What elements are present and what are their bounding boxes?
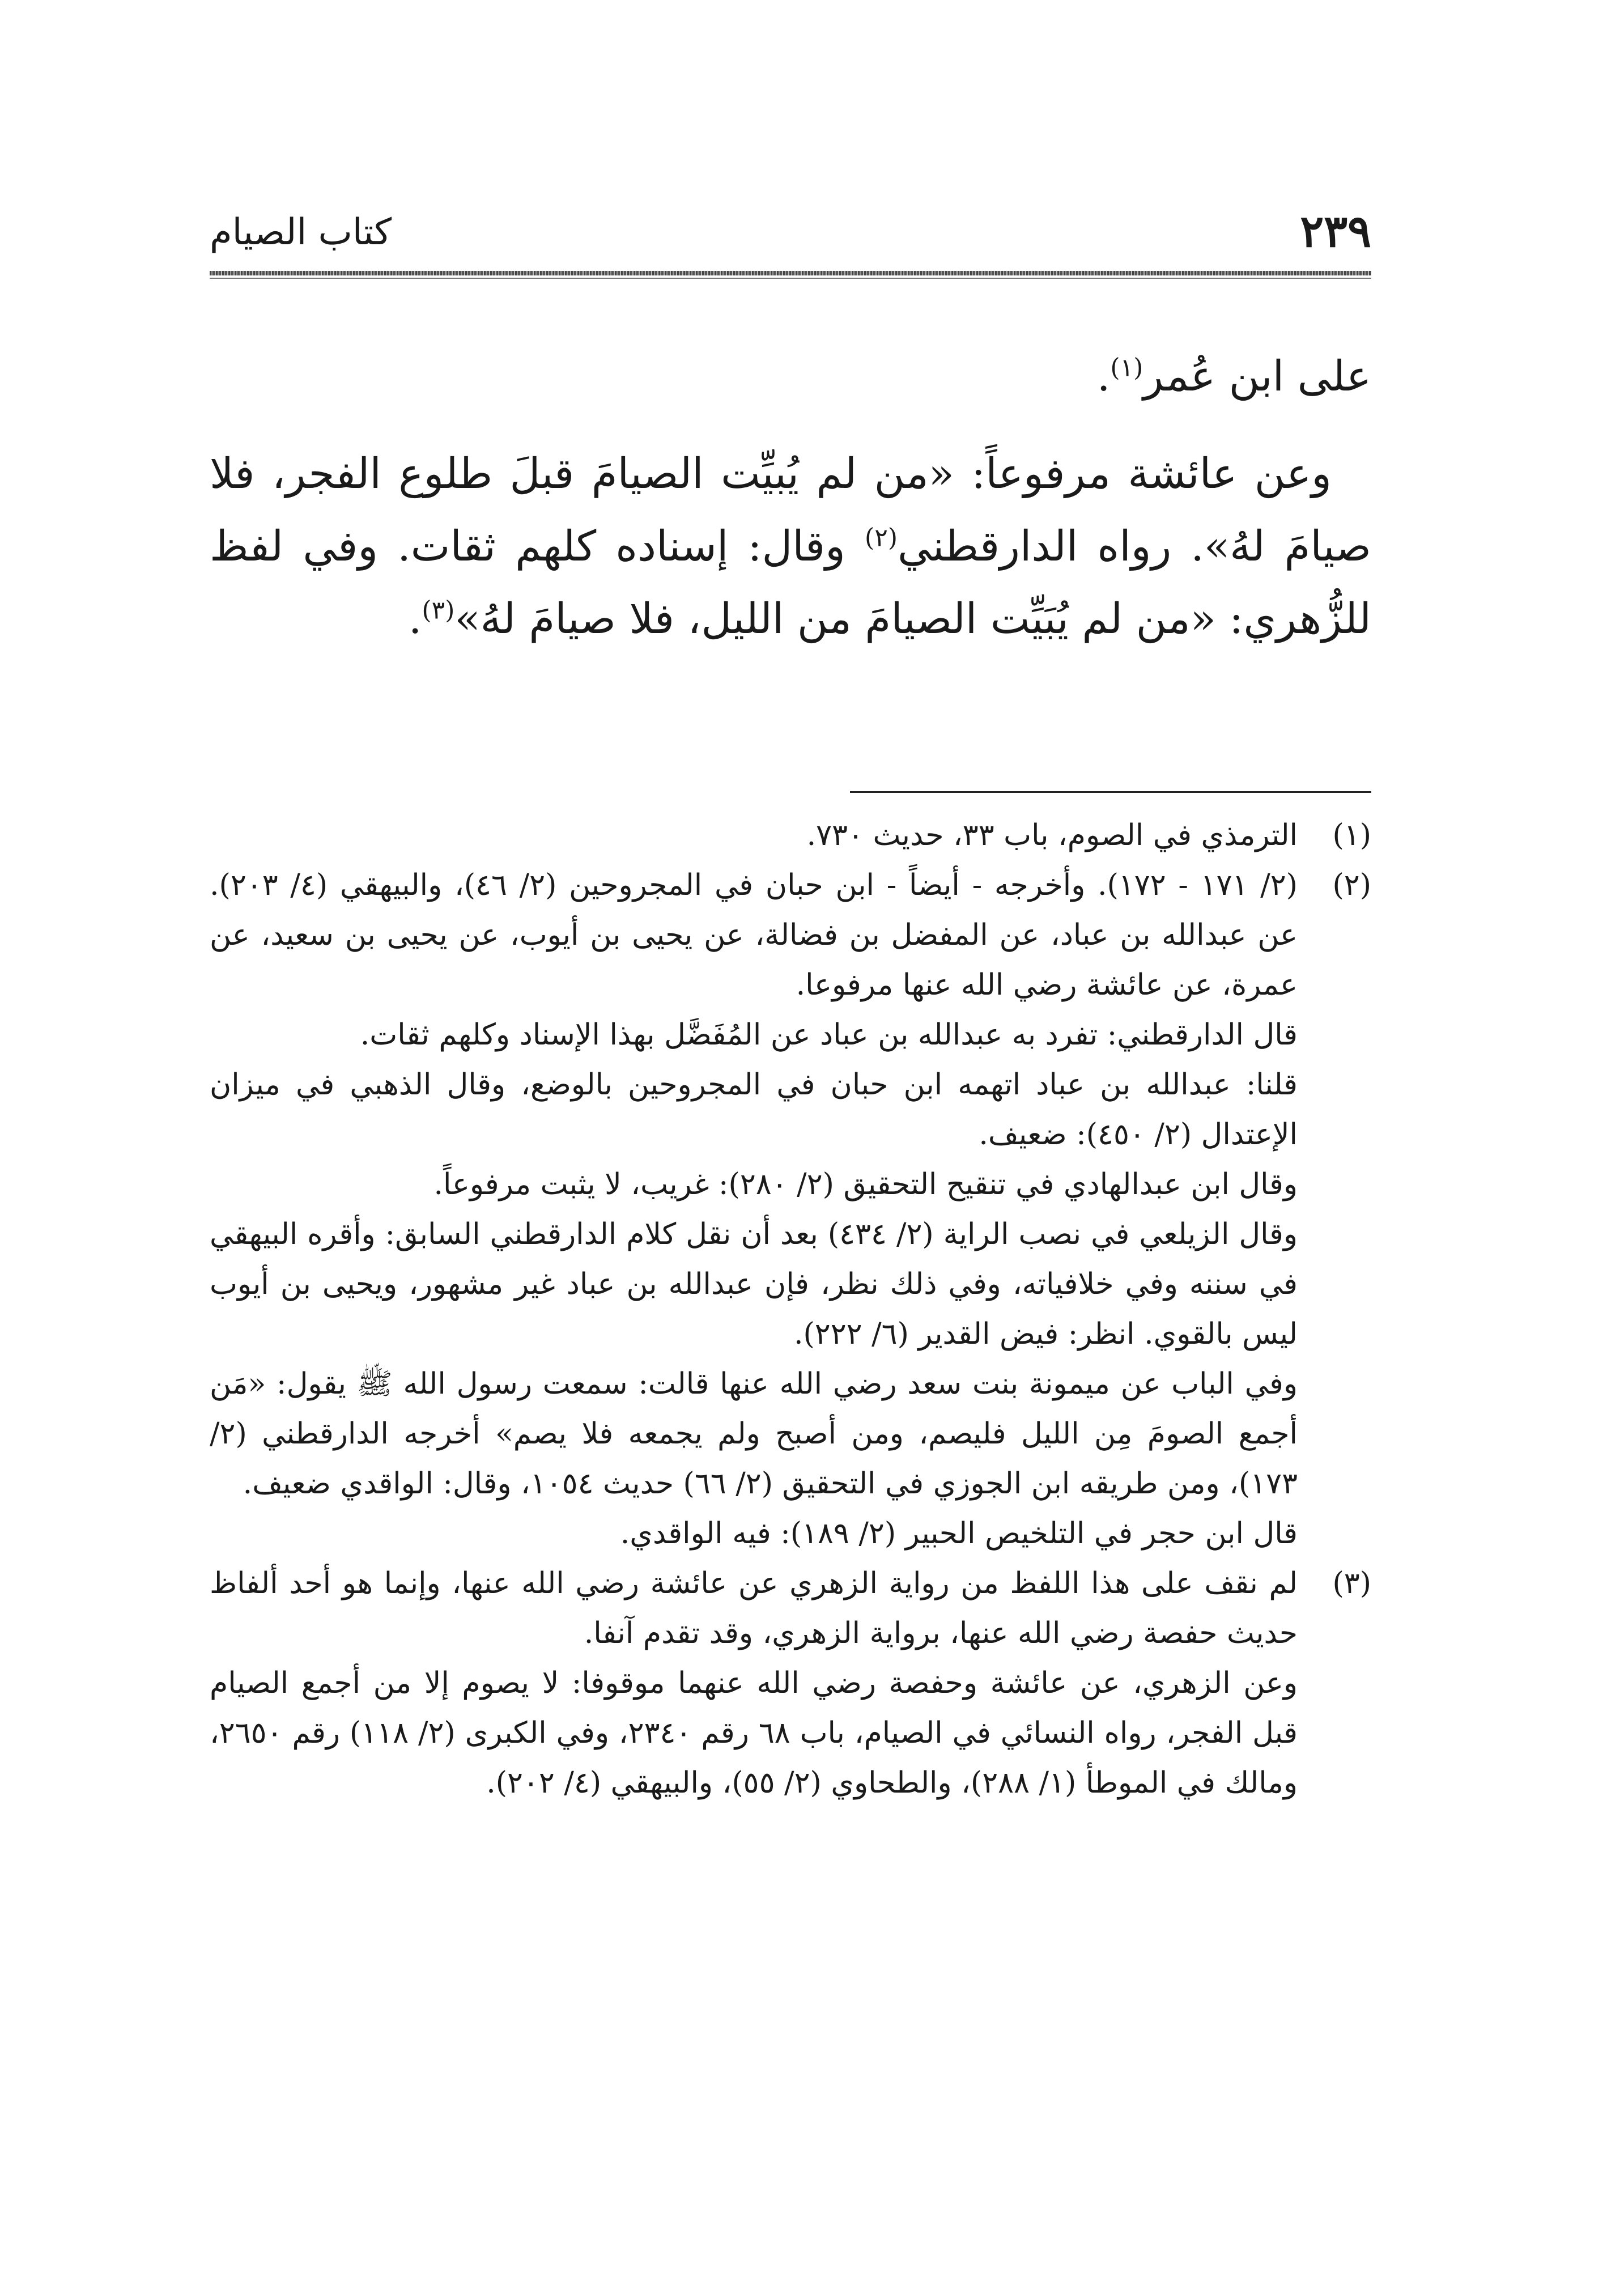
main-paragraph: [210, 340, 1371, 413]
footnote-paragraph: وقال ابن عبدالهادي في تنقيح التحقيق (٢/ ٢٨٠): غريب، لا يثبت مرفوعاً.: [433, 1167, 1298, 1201]
main-text: [210, 340, 1371, 655]
text-run: .: [408, 595, 422, 643]
footnote-paragraph: (٢/ ١٧١ - ١٧٢). وأخرجه - أيضاً - ابن حبان في المجروحين (٢/ ٤٦)، والبيهقي (٤/ ٢٠٣). عن عبدالله بن عباد، عن المفضل بن فضالة، عن يحيى بن أيوب، عن يحيى بن سعيد، عن عمرة، عن عائشة رضي الله عنها مرفوعا.: [210, 868, 1298, 1002]
footnote-paragraph: قال الدارقطني: تفرد به عبدالله بن عباد عن المُفَضَّل بهذا الإسناد وكلهم ثقات.: [360, 1018, 1298, 1052]
footnote-paragraph: الترمذي في الصوم، باب ٣٣، حديث ٧٣٠.: [806, 818, 1298, 852]
footnote-marker: (٣): [422, 596, 455, 625]
running-header: [210, 204, 1371, 266]
footnote-paragraph: وفي الباب عن ميمونة بنت سعد رضي الله عنها قالت: سمعت رسول الله ﷺ يقول: «مَن أجمع الصومَ مِن الليل فليصم، ومن أصبح ولم يجمعه فلا يصم» أخرجه الدارقطني (٢/ ١٧٣)، ومن طريقه ابن الجوزي في التحقيق (٢/ ٦٦) حديث ١٠٥٤، وقال: الواقدي ضعيف.: [210, 1367, 1298, 1501]
footnotes: [210, 810, 1371, 1808]
main-paragraph: [210, 438, 1371, 655]
footnote-item: [210, 1559, 1371, 1808]
footnote-paragraph: لم نقف على هذا اللفظ من رواية الزهري عن عائشة رضي الله عنها، وإنما هو أحد ألفاظ حديث حفصة رضي الله عنها، برواية الزهري، وقد تقدم آنفا.: [210, 1566, 1298, 1650]
book-title: كتاب الصيام: [210, 211, 392, 253]
footnote-paragraph: قال ابن حجر في التلخيص الحبير (٢/ ١٨٩): فيه الواقدي.: [620, 1517, 1298, 1551]
text-run: وعن عائشة مرفوعاً: «من لم يُبيِّت الصيامَ قبلَ طلوع الفجر، فلا صيامَ لهُ». رواه الدارقطني: [210, 449, 1371, 571]
text-run: وقال: إسناده كلهم ثقات. وفي لفظ للزُّهري: «من لم يُبَيِّت الصيامَ من الليل، فلا صيامَ لهُ»: [210, 522, 1371, 643]
text-run: .: [1096, 352, 1111, 401]
header-divider-thin: [210, 278, 1371, 279]
footnote-item: [210, 810, 1371, 860]
footnote-paragraph: قلنا: عبدالله بن عباد اتهمه ابن حبان في المجروحين بالوضع، وقال الذهبي في ميزان الإعتدال (٢/ ٤٥٠): ضعيف.: [210, 1068, 1298, 1152]
footnote-marker: (١): [1110, 353, 1143, 383]
page-number: ٢٣٩: [1300, 206, 1371, 257]
text-run: على ابن عُمر: [1143, 352, 1371, 401]
footnote-number: (٢): [1332, 868, 1371, 902]
footnote-item: [210, 860, 1371, 1559]
header-divider: [210, 271, 1371, 275]
footnote-number: (١): [1332, 818, 1371, 852]
footnote-paragraph: وقال الزيلعي في نصب الراية (٢/ ٤٣٤) بعد أن نقل كلام الدارقطني السابق: وأقره البيهقي في سننه وفي خلافياته، وفي ذلك نظر، فإن عبدالله بن عباد غير مشهور، ويحيى بن أيوب ليس بالقوي. انظر: فيض القدير (٦/ ٢٢٢).: [210, 1217, 1298, 1351]
footnote-paragraph: وعن الزهري، عن عائشة وحفصة رضي الله عنهما موقوفا: لا يصوم إلا من أجمع الصيام قبل الفجر، رواه النسائي في الصيام، باب ٦٨ رقم ٢٣٤٠، وفي الكبرى (٢/ ١١٨) رقم ٢٦٥٠، ومالك في الموطأ (١/ ٢٨٨)، والطحاوي (٢/ ٥٥)، والبيهقي (٤/ ٢٠٢).: [210, 1666, 1298, 1800]
footnote-divider: [850, 791, 1371, 793]
footnote-marker: (٢): [865, 523, 898, 553]
footnote-number: (٣): [1332, 1566, 1371, 1600]
